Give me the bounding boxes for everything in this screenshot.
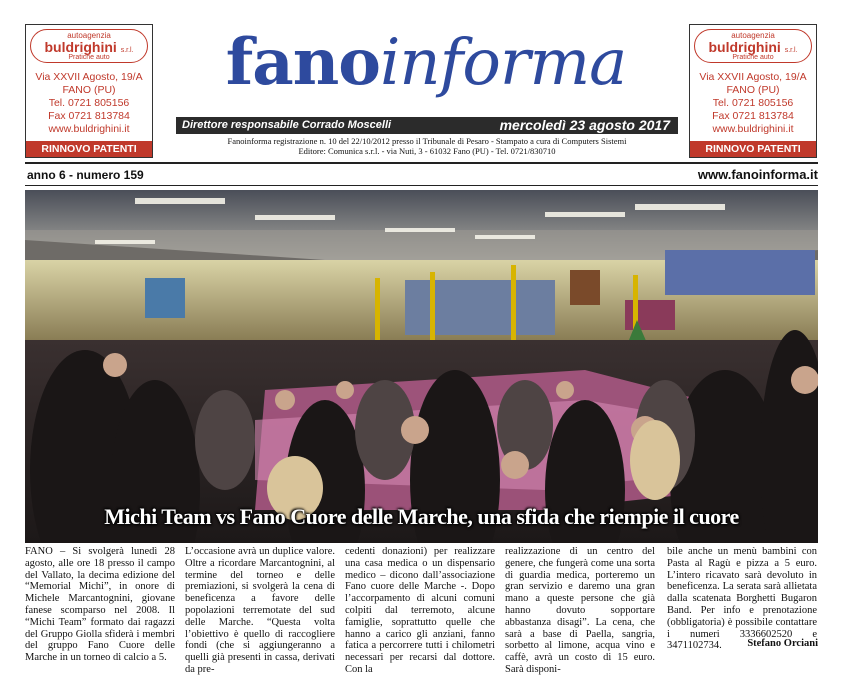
- registration-line2: Editore: Comunica s.r.l. - via Nuti, 3 - 61032 Fano (PU) - Tel. 0721/830710: [298, 146, 556, 156]
- ad-logo-name-text: buldrighini: [708, 39, 781, 55]
- registration-info: [176, 136, 678, 156]
- ad-contact: [690, 71, 816, 136]
- ad-logo-sub: Pratiche auto: [732, 54, 774, 61]
- ad-logo-name-text: buldrighini: [44, 39, 117, 55]
- issue-date: mercoledì 23 agosto 2017: [499, 117, 670, 133]
- ad-web[interactable]: www.buldrighini.it: [712, 123, 794, 135]
- ad-fax: Fax 0721 813784: [48, 110, 130, 122]
- director-bar: [176, 117, 678, 134]
- ad-fax: Fax 0721 813784: [712, 110, 794, 122]
- article-headline[interactable]: Michi Team vs Fano Cuore delle Marche, una sfida che riempie il cuore: [104, 504, 739, 529]
- ad-logo-top: autoagenzia: [731, 31, 775, 40]
- ad-logo-sub: Pratiche auto: [68, 54, 110, 61]
- ad-logo-srl: s.r.l.: [784, 47, 798, 54]
- ad-logo-name: [695, 39, 811, 55]
- article-column-4: realizzazione di un centro del genere, che fungerà come una sorta di guardia medica, porteremo un gran servizio e daremo una gran mano a queste persone che già hanno dovuto sopportare abbastanza disagi”. La cena, che sarà a base di Paella, sangria, sorbetto al limone, acqua vino e caffè, avrà un costo di 15 euro. Sarà disponi-: [505, 546, 655, 675]
- article-column-2: L’occasione avrà un duplice valore. Oltre a ricordare Marcantognini, al termine del torneo e delle premiazioni, si svolgerà la cena di beneficenza a favore delle popolazioni terremotate del sud delle Marche. “Questa volta l’obiettivo è quello di raccogliere fondi (che si aggiungeranno a quelli già presenti in cassa, derivati da pre-: [185, 546, 335, 675]
- ad-logo: [30, 29, 148, 63]
- ad-buldrighini-right[interactable]: [689, 24, 817, 158]
- ad-address: Via XXVII Agosto, 19/A: [699, 71, 807, 83]
- ad-logo-srl: s.r.l.: [120, 47, 134, 54]
- ad-logo-name: [31, 39, 147, 55]
- divider-top: [25, 162, 818, 164]
- article-signature: Stefano Orciani: [747, 638, 818, 649]
- director-name: Direttore responsabile Corrado Moscelli: [182, 119, 392, 131]
- article-column-1: FANO – Si svolgerà lunedì 28 agosto, alle ore 18 presso il campo del Vallato, la decima edizione del “Memorial Michi”, in onore di Michele Marcantognini, giovane fanese scomparso nel 2008. Il “Michi Team” formato dai ragazzi del Gruppo Giolla sfiderà i membri del gruppo Fano Cuore delle Marche in un torneo di calcio a 5.: [25, 546, 175, 664]
- dinner-hall-photo: [25, 190, 818, 543]
- ad-logo-top: autoagenzia: [67, 31, 111, 40]
- registration-line1: Fanoinforma registrazione n. 10 del 22/10/2012 presso il Tribunale di Pesaro - Stampato a cura di Computers Sistemi: [227, 136, 627, 146]
- article-photo: [25, 190, 818, 543]
- ad-band: RINNOVO PATENTI: [690, 141, 816, 157]
- divider-bottom: [25, 185, 818, 186]
- ad-buldrighini-left[interactable]: [25, 24, 153, 158]
- article-body: [25, 546, 818, 675]
- ad-contact: [26, 71, 152, 136]
- ad-tel: Tel. 0721 805156: [712, 97, 794, 109]
- ad-web[interactable]: www.buldrighini.it: [48, 123, 130, 135]
- ad-city: FANO (PU): [62, 84, 116, 96]
- ad-city: FANO (PU): [726, 84, 780, 96]
- website-link[interactable]: www.fanoinforma.it: [697, 167, 818, 182]
- article-column-5: bile anche un menù bambini con Pasta al Ragù e pizza a 5 euro. L’intero ricavato sarà devoluto in beneficenza. La serata sarà allietata dalla scatenata Borghetti Bugaron Band. Per info e prenotazione (obbligatoria) è possibile contattare i numeri 3336602520 e 3471102734.: [667, 546, 817, 652]
- issue-number: anno 6 - numero 159: [27, 168, 144, 182]
- article-column-3: cedenti donazioni) per realizzare una casa medica o un dispensario medico – dicono dall’associazione Fano cuore delle Marche -. Dopo l’accorpamento di alcuni comuni colpiti dal terremoto, alcune famiglie, soprattutto quelle che hanno a carico gli anziani, fanno fatica a percorrere tutti i chilometri necessari per recarsi dal dottore. Con la: [345, 546, 495, 675]
- masthead-logo[interactable]: [176, 25, 676, 100]
- ad-band: RINNOVO PATENTI: [26, 141, 152, 157]
- masthead-bold: fano: [225, 25, 380, 100]
- ad-tel: Tel. 0721 805156: [48, 97, 130, 109]
- ad-address: Via XXVII Agosto, 19/A: [35, 71, 143, 83]
- masthead-italic: informa: [379, 26, 627, 100]
- ad-logo: [694, 29, 812, 63]
